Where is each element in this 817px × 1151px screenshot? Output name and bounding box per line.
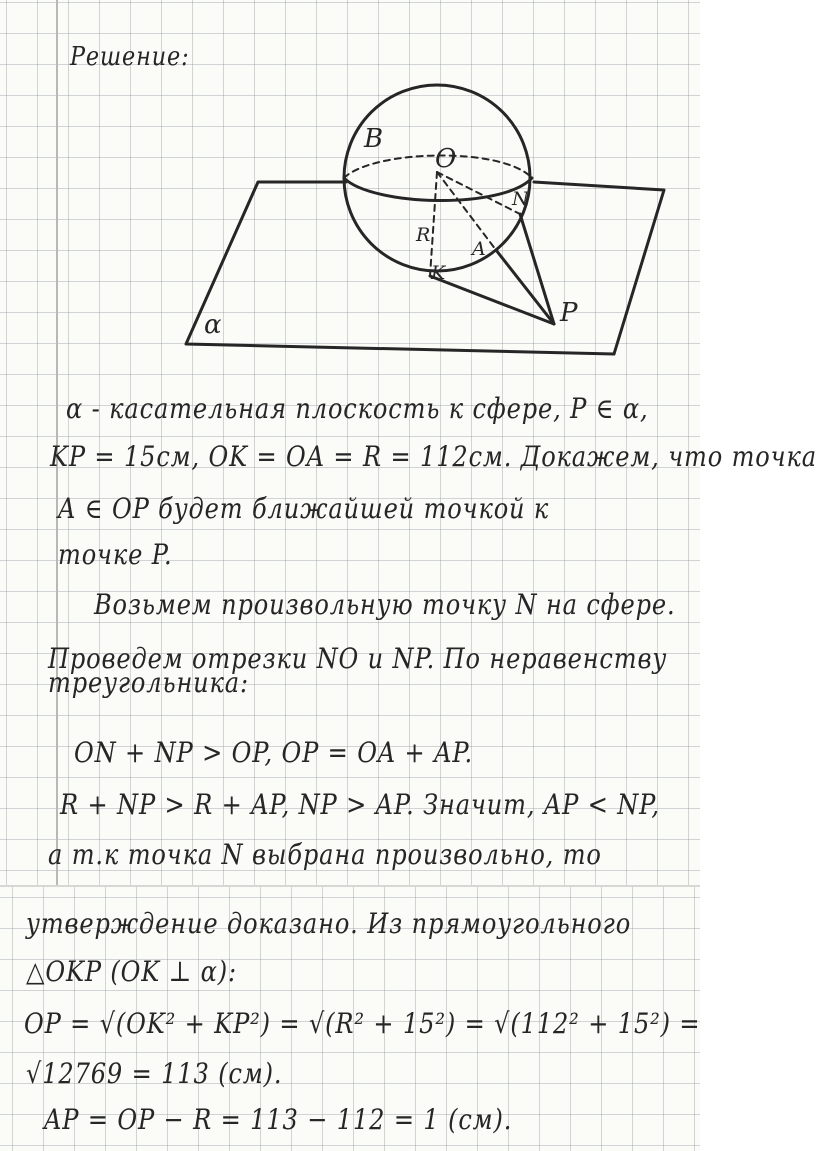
segment-NP [520,214,554,324]
label-B: B [364,124,384,154]
radius-OA [437,172,496,250]
sphere-equator-front [344,178,532,201]
text-line: OP = √(OK² + KP²) = √(R² + 15²) = √(112² + 15²) = [24,1007,701,1040]
text-line: треугольника: [48,666,249,699]
text-line: R + NP > R + AP, NP > AP. Значит, AP < NP, [60,788,660,821]
text-line: KP = 15см, OK = OA = R = 112см. Докажем, что точка [50,440,817,473]
text-line: A ∈ OP будет ближайшей точкой к [58,492,550,525]
label-K: K [431,262,446,284]
label-A: A [472,238,486,260]
solution-heading: Решение: [70,42,190,72]
label-O: O [435,144,457,174]
notebook-page-2 [0,885,700,1151]
label-R: R [416,224,431,246]
label-N: N [512,188,529,210]
text-line: Возьмем произвольную точку N на сфере. [94,588,676,621]
text-line: а т.к точка N выбрана произвольно, то [48,838,602,871]
text-line: √12769 = 113 (см). [26,1057,283,1090]
text-line: AP = OP − R = 113 − 112 = 1 (см). [44,1103,513,1136]
text-line: ON + NP > OP, OP = OA + AP. [74,736,474,769]
text-line: △OKP (OK ⊥ α): [26,955,237,988]
text-line: утверждение доказано. Из прямоугольного [26,907,632,940]
text-line: Проведем отрезки NO и NP. По неравенству [48,642,668,675]
plane-alpha-back-left [186,182,614,354]
label-P: P [560,298,578,328]
text-line: α - касательная плоскость к сфере, P ∈ α, [66,392,649,425]
radius-OK [430,172,437,276]
text-line: точке P. [58,538,173,571]
plane-alpha-back-right [534,182,664,354]
label-alpha: α [204,310,222,340]
